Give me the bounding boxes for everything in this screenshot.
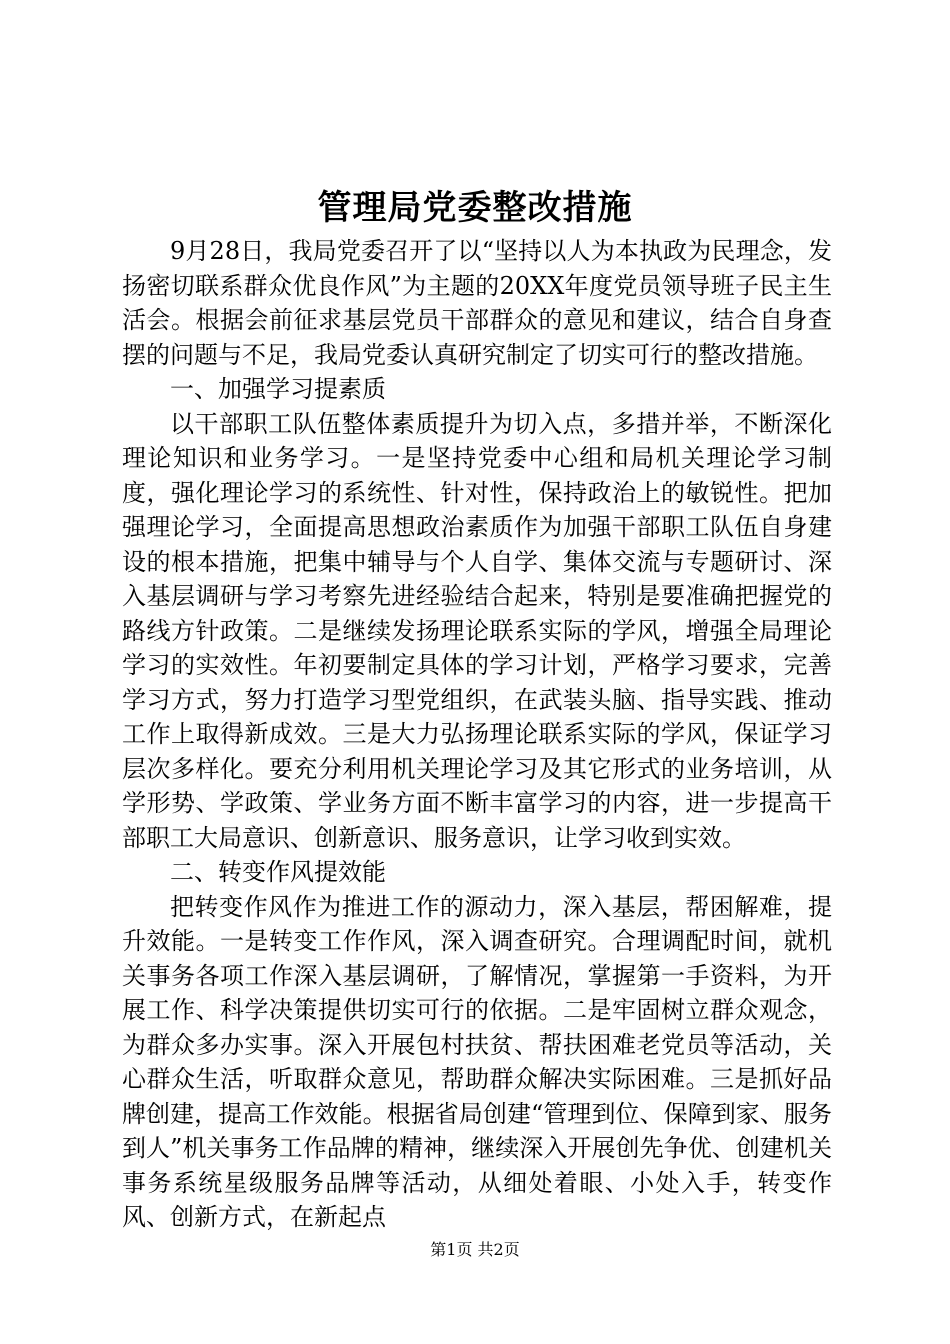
intro-paragraph: 9月28日，我局党委召开了以“坚持以人为本执政为民理念，发扬密切联系群众优良作风”为主题的20XX年度党员领导班子民主生活会。根据会前征求基层党员干部群众的意见和建议，结合自身查摆的问题与不足，我局党委认真研究制定了切实可行的整改措施。 [122, 237, 832, 369]
study-paragraph: 以干部职工队伍整体素质提升为切入点，多措并举，不断深化理论知识和业务学习。一是坚持党委中心组和局机关理论学习制度，强化理论学习的系统性、针对性，保持政治上的敏锐性。把加强理论学习，全面提高思想政治素质作为加强干部职工队伍自身建设的根本措施，把集中辅导与个人自学、集体交流与专题研讨、深入基层调研与学习考察先进经验结合起来，特别是要准确把握党的路线方针政策。二是继续发扬理论联系实际的学风，增强全局理论学习的实效性。年初要制定具体的学习计划，严格学习要求，完善学习方式，努力打造学习型党组织，在武装头脑、指导实践、推动工作上取得新成效。三是大力弘扬理论联系实际的学风，保证学习层次多样化。要充分利用机关理论学习及其它形式的业务培训，从学形势、学政策、学业务方面不断丰富学习的内容，进一步提高干部职工大局意识、创新意识、服务意识，让学习收到实效。 [122, 409, 832, 852]
style-paragraph: 把转变作风作为推进工作的源动力，深入基层，帮困解难，提升效能。一是转变工作作风，深入调查研究。合理调配时间，就机关事务各项工作深入基层调研，了解情况，掌握第一手资料，为开展工作、科学决策提供切实可行的依据。二是牢固树立群众观念，为群众多办实事。深入开展包村扶贫、帮扶困难老党员等活动，关心群众生活，听取群众意见，帮助群众解决实际困难。三是抓好品牌创建，提高工作效能。根据省局创建“管理到位、保障到家、服务到人”机关事务工作品牌的精神，继续深入开展创先争优、创建机关事务系统星级服务品牌等活动，从细处着眼、小处入手，转变作风、创新方式，在新起点 [122, 892, 832, 1231]
section-heading-style: 二、转变作风提效能 [170, 858, 386, 886]
document-title: 管理局党委整改措施 [317, 188, 633, 228]
section-heading-study: 一、加强学习提素质 [170, 375, 386, 403]
page-footer: 第1页 共2页 [430, 1240, 520, 1259]
document-body [122, 234, 832, 1235]
